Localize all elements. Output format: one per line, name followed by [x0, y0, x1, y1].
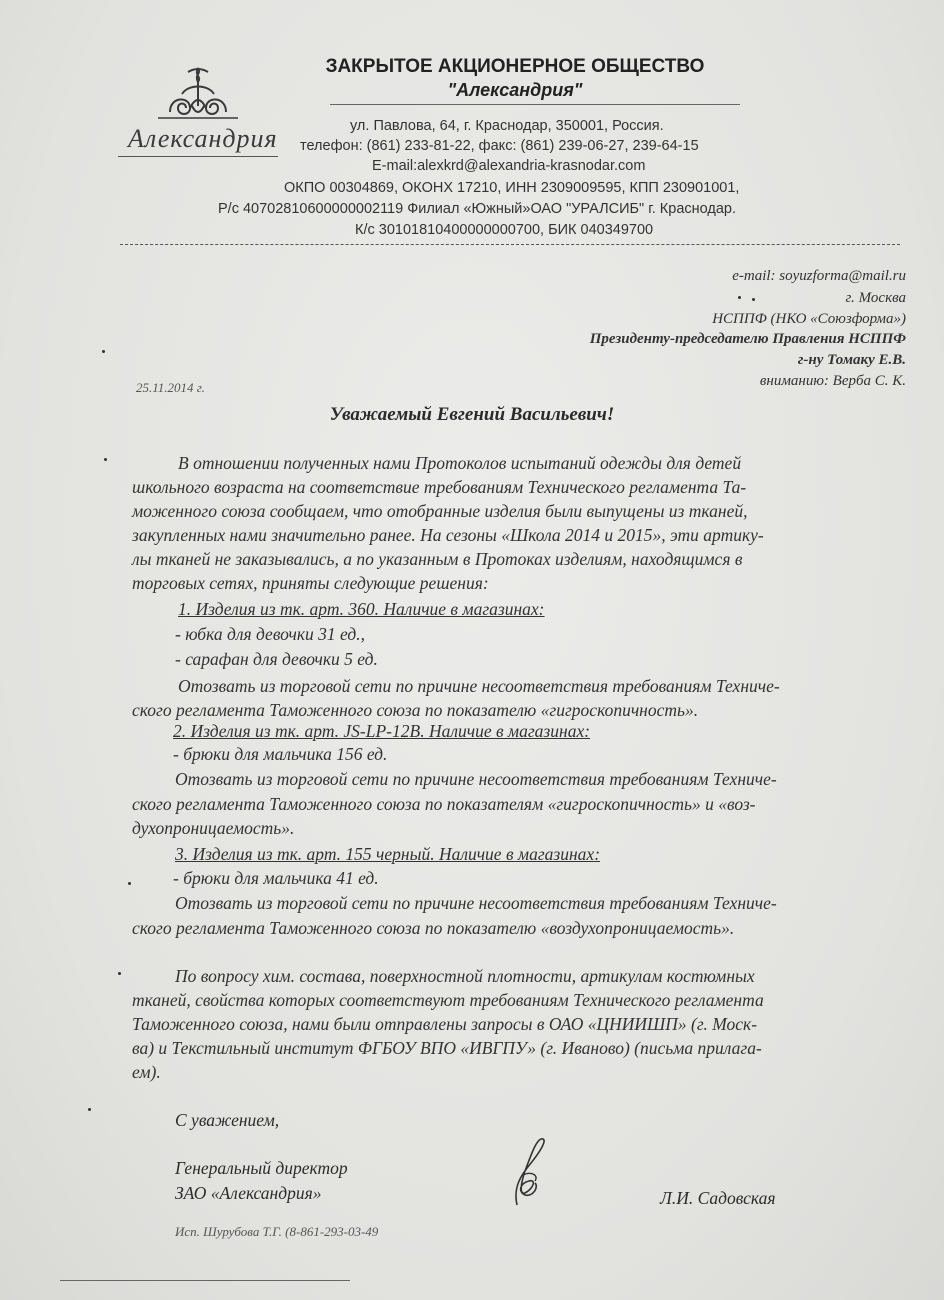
- scan-speck: [118, 972, 121, 975]
- body-line: моженного союза сообщаем, что отобранные изделия были выпущены из тканей,: [132, 501, 748, 521]
- letterhead-divider: [120, 244, 900, 245]
- handwritten-signature: [495, 1135, 565, 1210]
- item-action: Отозвать из торговой сети по причине несоответствия требованиям Техниче-: [178, 676, 780, 696]
- item-heading: 1. Изделия из тк. арт. 360. Наличие в магазинах:: [178, 599, 545, 619]
- item-line: - брюки для мальчика 41 ед.: [173, 868, 379, 888]
- company-corr-account: К/с 30101810400000000700, БИК 040349700: [355, 222, 654, 238]
- recipient-name: г-ну Томаку Е.В.: [797, 352, 906, 368]
- body-line: По вопросу хим. состава, поверхностной плотности, артикулам костюмных: [175, 966, 755, 986]
- item-action: Отозвать из торговой сети по причине несоответствия требованиям Техниче-: [175, 893, 777, 913]
- item-line: - брюки для мальчика 156 ед.: [173, 744, 388, 764]
- item-action: ского регламента Таможенного союза по показателю «гигроскопичность».: [132, 700, 699, 720]
- body-line: тканей, свойства которых соответствуют требованиям Технического регламента: [132, 990, 764, 1010]
- company-logo: [118, 62, 278, 162]
- company-name-heading: "Александрия": [447, 80, 583, 100]
- body-line: школьного возраста на соответствие требованиям Технического регламента Та-: [132, 477, 747, 497]
- body-line: торговых сетях, приняты следующие решения:: [132, 573, 489, 593]
- body-line: лы тканей не заказывались, а по указанным в Протоках изделиям, находящимся в: [132, 549, 743, 569]
- item-action: ского регламента Таможенного союза по показателям «гигроскопичность» и «воз-: [132, 794, 756, 814]
- signatory-title: Генеральный директор: [175, 1158, 348, 1178]
- body-line: В отношении полученных нами Протоколов испытаний одежды для детей: [178, 453, 742, 473]
- logo-rule: [118, 156, 278, 157]
- company-type-heading: ЗАКРЫТОЕ АКЦИОНЕРНОЕ ОБЩЕСТВО: [325, 56, 705, 77]
- recipient-email: e-mail: soyuzforma@mail.ru: [732, 268, 906, 284]
- body-line: закупленных нами значительно ранее. На сезоны «Школа 2014 и 2015», эти артику-: [132, 525, 764, 545]
- scan-speck: [128, 882, 131, 885]
- signatory-name: Л.И. Садовская: [660, 1188, 776, 1208]
- recipient-position: Президенту-председателю Правления НСППФ: [589, 331, 906, 347]
- body-line: ва) и Текстильный институт ФГБОУ ВПО «ИВГПУ» (г. Иваново) (письма прилага-: [132, 1038, 762, 1058]
- item-action: духопроницаемость».: [132, 818, 295, 838]
- item-heading: 3. Изделия из тк. арт. 155 черный. Наличие в магазинах:: [175, 844, 601, 864]
- recipient-organization: НСППФ (НКО «Союзформа»): [712, 311, 906, 327]
- company-codes: ОКПО 00304869, ОКОНХ 17210, ИНН 2309009595, КПП 230901001,: [284, 180, 740, 196]
- ornament-icon: [118, 62, 278, 122]
- item-action: Отозвать из торговой сети по причине несоответствия требованиям Техниче-: [175, 769, 777, 789]
- company-phone: телефон: (861) 233-81-22, факс: (861) 239-06-27, 239-64-15: [300, 138, 699, 154]
- footer-rule: [60, 1280, 350, 1281]
- body-line: Таможенного союза, нами были отправлены запросы в ОАО «ЦНИИШП» (г. Моск-: [132, 1014, 758, 1034]
- scan-speck: [752, 298, 755, 301]
- body-line: ем).: [132, 1062, 161, 1082]
- company-email: E-mail:alexkrd@alexandria-krasnodar.com: [372, 158, 646, 174]
- scan-speck: [102, 350, 105, 353]
- greeting: Уважаемый Евгений Васильевич!: [329, 404, 615, 425]
- scan-speck: [88, 1108, 91, 1111]
- item-heading: 2. Изделия из тк. арт. JS-LP-12B. Наличие в магазинах:: [173, 721, 591, 741]
- logo-wordmark: Александрия: [128, 124, 278, 153]
- recipient-attention: вниманию: Верба С. К.: [759, 373, 906, 389]
- executor-contact: Исп. Шурубова Т.Г. (8-861-293-03-49: [175, 1224, 379, 1239]
- company-bank-account: Р/с 40702810600000002119 Филиал «Южный»ОАО "УРАЛСИБ" г. Краснодар.: [218, 201, 736, 217]
- scan-speck: [104, 458, 107, 461]
- heading-rule: [330, 104, 740, 105]
- letter-date: 25.11.2014 г.: [136, 380, 205, 395]
- signatory-company: ЗАО «Александрия»: [175, 1183, 322, 1203]
- scan-speck: [738, 296, 741, 299]
- recipient-city: г. Москва: [845, 290, 906, 306]
- item-action: ского регламента Таможенного союза по показателю «воздухопроницаемость».: [132, 918, 735, 938]
- item-line: - сарафан для девочки 5 ед.: [175, 649, 378, 669]
- company-address: ул. Павлова, 64, г. Краснодар, 350001, Россия.: [350, 118, 664, 134]
- regards-line: С уважением,: [175, 1110, 280, 1130]
- item-line: - юбка для девочки 31 ед.,: [175, 624, 365, 644]
